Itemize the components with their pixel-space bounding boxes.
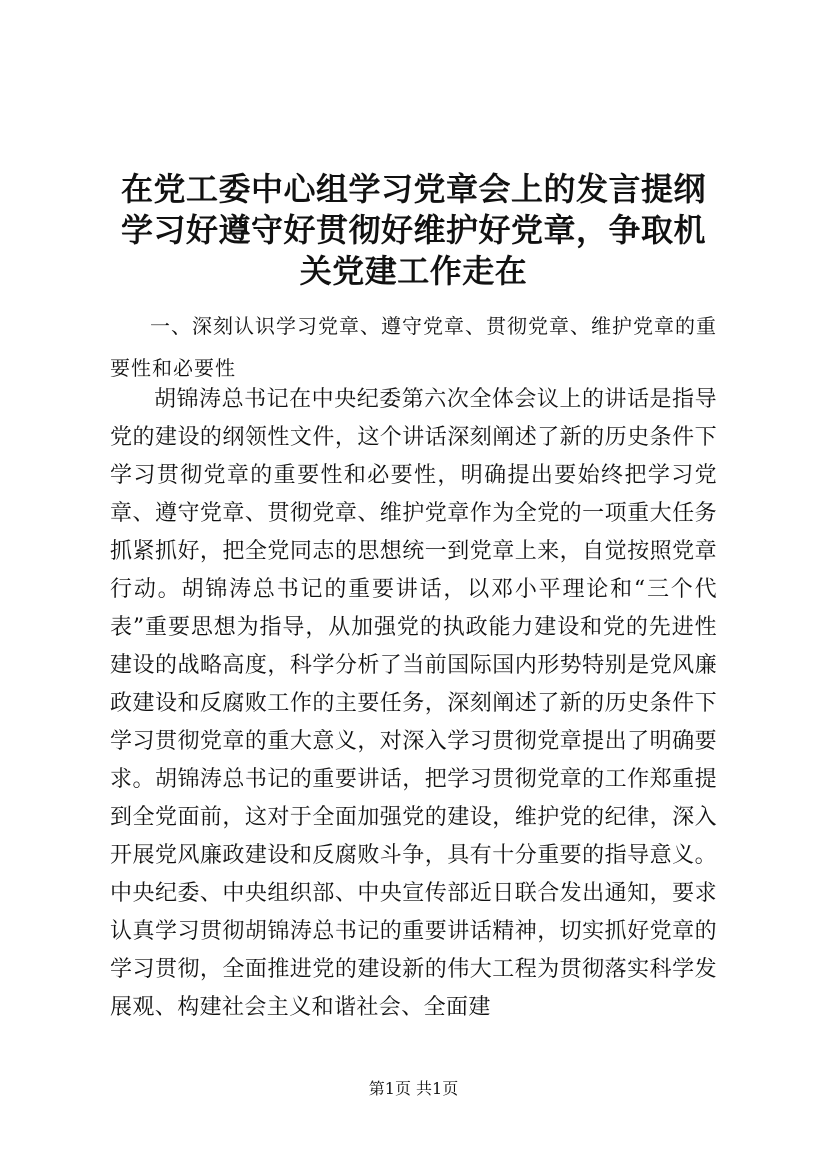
section-heading: 一、深刻认识学习党章、遵守党章、贯彻党章、维护党章的重要性和必要性 (110, 314, 717, 380)
page-number: 第1页 共1页 (368, 1079, 459, 1098)
body-paragraph: 胡锦涛总书记在中央纪委第六次全体会议上的讲话是指导党的建设的纲领性文件，这个讲话深刻阐述了新的历史条件下学习贯彻党章的重要性和必要性，明确提出要始终把学习党章、遵守党章、贯彻党章、维护党章作为全党的一项重大任务抓紧抓好，把全党同志的思想统一到党章上来，自觉按照党章行动。胡锦涛总书记的重要讲话，以邓小平理论和“三个代表”重要思想为指导，从加强党的执政能力建设和党的先进性建设的战略高度，科学分析了当前国际国内形势特别是党风廉政建设和反腐败工作的主要任务，深刻阐述了新的历史条件下学习贯彻党章的重大意义，对深入学习贯彻党章提出了明确要求。胡锦涛总书记的重要讲话，把学习贯彻党章的工作郑重提到全党面前，这对于全面加强党的建设，维护党的纪律，深入开展党风廉政建设和反腐败斗争，具有十分重要的指导意义。中央纪委、中央组织部、中央宣传部近日联合发出通知，要求认真学习贯彻胡锦涛总书记的重要讲话精神，切实抓好党章的学习贯彻，全面推进党的建设新的伟大工程为贯彻落实科学发展观、构建社会主义和谐社会、全面建 (110, 387, 717, 1020)
document-title: 在党工委中心组学习党章会上的发言提纲学习好遵守好贯彻好维护好党章，争取机关党建工作走在 (120, 170, 706, 291)
